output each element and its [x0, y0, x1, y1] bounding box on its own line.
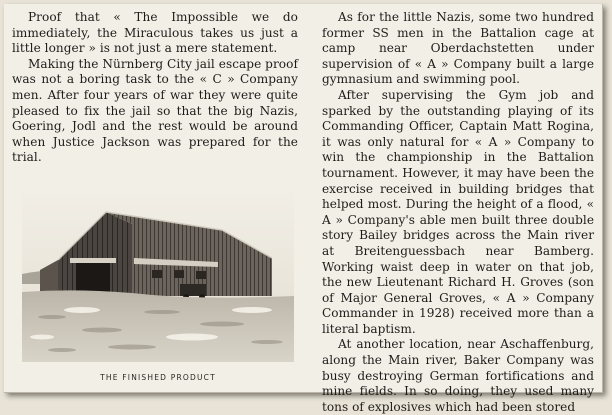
paragraph: Making the Nürnberg City jail escape proof was not a boring task to the « C » Company men. After four years of war they were quite pleased to fix the jail so that the big Nazis, Goering, Jodl and the rest would be around when Justice Jackson was prepared for the trial.	[12, 56, 298, 165]
scanned-book-page	[4, 4, 603, 414]
left-column	[12, 10, 298, 166]
photo-caption: THE FINISHED PRODUCT	[100, 373, 216, 382]
paragraph: Proof that « The Impossible we do immediately, the Miraculous takes us just a little longer » is not just a mere statement.	[12, 10, 298, 56]
paragraph: After supervising the Gym job and sparked by the outstanding playing of its Commanding Officer, Captain Matt Rogina, it was only natural for « A » Company to win the championship in the Battalion tournament. However, it may have been the exercise received in building bridges that helped most. During the height of a flood, « A » Company's able men built three double story Bailey bridges across the Main river at Breitenguessbach near Bamberg. Working waist deep in water on that job, the new Lieutenant Richard H. Groves (son of Major General Groves, « A » Company Commander in 1928) received more than a literal baptism.	[322, 87, 594, 336]
photo-finished-building	[22, 192, 294, 362]
building-photo-illustration	[22, 192, 294, 362]
paragraph: As for the little Nazis, some two hundred former SS men in the Battalion cage at camp near Oberdachstetten under supervision of « A » Company built a large gymnasium and swimming pool.	[322, 10, 594, 87]
paragraph: At another location, near Aschaffenburg, along the Main river, Baker Company was busy destroying German fortifications and mine fields. In so doing, they used many tons of explosives which had been stored	[322, 337, 594, 414]
right-column	[322, 10, 594, 415]
